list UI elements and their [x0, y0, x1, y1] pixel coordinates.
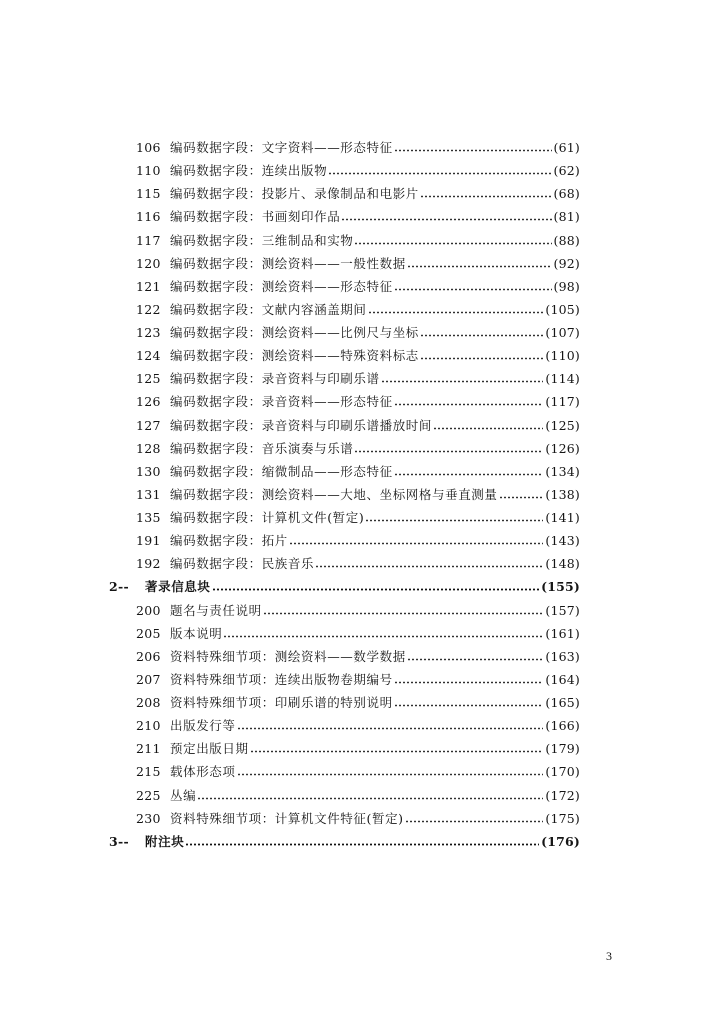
entry-page: (105) — [545, 301, 580, 317]
entry-page: (61) — [553, 140, 580, 155]
entry-code: 117 — [136, 232, 161, 248]
entry-code: 126 — [136, 394, 161, 410]
entry-title: 载体形态项 — [170, 764, 236, 780]
entry-page: (110) — [545, 348, 580, 364]
dot-leader — [420, 195, 552, 198]
toc-entry — [136, 483, 580, 506]
toc-entry — [136, 622, 580, 645]
entry-title: 编码数据字段：录音资料与印刷乐谱 — [170, 371, 380, 387]
entry-code: 127 — [136, 417, 161, 433]
entry-page: (134) — [545, 463, 580, 479]
toc-entry — [136, 784, 580, 807]
toc-entry — [136, 552, 580, 575]
entry-page: (98) — [553, 278, 580, 294]
entry-title: 编码数据字段：计算机文件(暂定) — [170, 510, 365, 525]
entry-page: (175) — [545, 810, 580, 826]
entry-code: 206 — [136, 648, 161, 664]
entry-title: 编码数据字段：测绘资料——形态特征 — [170, 278, 393, 294]
entry-page: (92) — [553, 255, 580, 271]
dot-leader — [394, 403, 544, 406]
entry-title: 资料特殊细节项：测绘资料——数学数据 — [170, 648, 406, 664]
entry-code: 207 — [136, 671, 161, 687]
entry-title: 编码数据字段：测绘资料——大地、坐标网格与垂直测量 — [170, 486, 498, 502]
entry-title: 资料特殊细节项：印刷乐谱的特别说明 — [170, 695, 393, 710]
entry-code: 123 — [136, 325, 161, 340]
entry-code: 205 — [136, 625, 161, 641]
dot-leader — [420, 357, 543, 360]
section-title: 附注块 — [145, 833, 185, 849]
dot-leader — [365, 519, 543, 522]
entry-title: 编码数据字段：书画刻印作品 — [170, 209, 341, 225]
toc-entry — [136, 414, 580, 437]
dot-leader — [407, 265, 552, 268]
entry-title: 编码数据字段：拓片 — [170, 533, 288, 549]
section-code: 2-- — [109, 579, 129, 595]
entry-code: 116 — [136, 209, 161, 225]
toc-entry — [136, 252, 580, 275]
toc-section-heading — [109, 575, 580, 598]
entry-page: (166) — [545, 718, 580, 734]
entry-code: 225 — [136, 787, 161, 803]
entry-code: 192 — [136, 556, 161, 572]
toc-entry — [136, 275, 580, 298]
toc-entry — [136, 760, 580, 783]
entry-code: 110 — [136, 163, 161, 179]
entry-title: 编码数据字段：文献内容涵盖期间 — [170, 301, 367, 317]
section-page: (155) — [541, 579, 580, 595]
toc-entry — [136, 437, 580, 460]
toc-section-heading — [109, 830, 580, 853]
entry-page: (126) — [545, 440, 580, 456]
entry-title: 资料特殊细节项：连续出版物卷期编号 — [170, 671, 393, 687]
entry-page: (163) — [545, 648, 580, 664]
entry-code: 106 — [136, 140, 161, 155]
dot-leader — [499, 496, 544, 499]
dot-leader — [394, 149, 552, 152]
dot-leader — [237, 773, 544, 776]
entry-page: (81) — [553, 209, 580, 225]
dot-leader — [315, 565, 543, 568]
dot-leader — [223, 635, 543, 638]
section-page: (176) — [541, 833, 580, 849]
entry-page: (62) — [553, 163, 580, 179]
entry-page: (117) — [545, 394, 580, 410]
entry-title: 题名与责任说明 — [170, 602, 262, 618]
dot-leader — [394, 288, 552, 291]
entry-page: (165) — [545, 695, 580, 710]
entry-page: (138) — [545, 486, 580, 502]
entry-code: 211 — [136, 741, 161, 757]
dot-leader — [263, 612, 544, 615]
toc-entry — [136, 159, 580, 182]
entry-page: (172) — [545, 787, 580, 803]
entry-code: 115 — [136, 186, 161, 202]
dot-leader — [407, 658, 544, 661]
dot-leader — [328, 172, 551, 175]
entry-title: 预定出版日期 — [170, 741, 249, 757]
entry-title: 编码数据字段：投影片、录像制品和电影片 — [170, 186, 419, 202]
entry-title: 编码数据字段：民族音乐 — [170, 556, 315, 572]
entry-page: (157) — [545, 602, 580, 618]
dot-leader — [420, 334, 543, 337]
entry-code: 124 — [136, 348, 161, 364]
dot-leader — [354, 450, 543, 453]
toc-entry — [136, 529, 580, 552]
entry-code: 120 — [136, 255, 161, 271]
entry-page: (68) — [553, 186, 580, 202]
toc-entry — [136, 367, 580, 390]
toc-entry — [136, 506, 580, 529]
entry-title: 编码数据字段：测绘资料——比例尺与坐标 — [170, 325, 419, 340]
entry-title: 编码数据字段：连续出版物 — [170, 163, 328, 179]
toc-entry — [136, 460, 580, 483]
toc-entry — [136, 599, 580, 622]
entry-code: 128 — [136, 440, 161, 456]
dot-leader — [433, 427, 543, 430]
entry-page: (164) — [545, 671, 580, 687]
entry-page: (88) — [553, 232, 580, 248]
entry-code: 230 — [136, 810, 161, 826]
dot-leader — [197, 797, 543, 800]
entry-page: (125) — [545, 417, 580, 433]
dot-leader — [212, 588, 540, 591]
toc-entry — [136, 182, 580, 205]
entry-page: (148) — [545, 556, 580, 572]
entry-page: (141) — [545, 510, 580, 525]
entry-code: 122 — [136, 301, 161, 317]
toc-entry — [136, 321, 580, 344]
entry-code: 208 — [136, 695, 161, 710]
toc-entry — [136, 298, 580, 321]
entry-page: (179) — [545, 741, 580, 757]
entry-code: 191 — [136, 533, 161, 549]
dot-leader — [185, 843, 539, 846]
dot-leader — [394, 681, 544, 684]
entry-title: 编码数据字段：录音资料——形态特征 — [170, 394, 393, 410]
section-title: 著录信息块 — [145, 579, 211, 595]
entry-title: 编码数据字段：音乐演奏与乐谱 — [170, 440, 354, 456]
entry-title: 丛编 — [170, 787, 197, 803]
entry-title: 编码数据字段：测绘资料——一般性数据 — [170, 255, 406, 271]
dot-leader — [289, 542, 543, 545]
toc-entry — [136, 668, 580, 691]
dot-leader — [237, 727, 544, 730]
toc-entry — [136, 136, 580, 159]
toc-entry — [136, 807, 580, 830]
entry-page: (107) — [545, 325, 580, 340]
dot-leader — [381, 380, 544, 383]
entry-title: 编码数据字段：缩微制品——形态特征 — [170, 463, 393, 479]
entry-code: 200 — [136, 602, 161, 618]
toc-entry — [136, 205, 580, 228]
toc-entry — [136, 390, 580, 413]
entry-page: (161) — [545, 625, 580, 641]
dot-leader — [394, 473, 544, 476]
entry-code: 215 — [136, 764, 161, 780]
toc-entry — [136, 344, 580, 367]
toc-entry — [136, 714, 580, 737]
table-of-contents — [0, 136, 724, 853]
entry-title: 编码数据字段：录音资料与印刷乐谱播放时间 — [170, 417, 433, 433]
toc-entry — [136, 645, 580, 668]
dot-leader — [405, 820, 544, 823]
dot-leader — [394, 704, 544, 707]
entry-title: 资料特殊细节项：计算机文件特征(暂定) — [170, 810, 404, 826]
entry-code: 135 — [136, 510, 161, 525]
entry-page: (143) — [545, 533, 580, 549]
entry-code: 121 — [136, 278, 161, 294]
page-number: 3 — [606, 949, 612, 963]
dot-leader — [354, 242, 551, 245]
entry-title: 版本说明 — [170, 625, 223, 641]
entry-title: 编码数据字段：测绘资料——特殊资料标志 — [170, 348, 419, 364]
section-code: 3-- — [109, 833, 129, 849]
entry-page: (170) — [545, 764, 580, 780]
entry-title: 编码数据字段：三维制品和实物 — [170, 232, 354, 248]
dot-leader — [368, 311, 544, 314]
entry-code: 210 — [136, 718, 161, 734]
entry-page: (114) — [545, 371, 580, 387]
dot-leader — [341, 218, 551, 221]
dot-leader — [250, 750, 544, 753]
entry-title: 出版发行等 — [170, 718, 236, 734]
entry-code: 125 — [136, 371, 161, 387]
toc-entry — [136, 229, 580, 252]
entry-code: 130 — [136, 463, 161, 479]
toc-entry — [136, 691, 580, 714]
entry-title: 编码数据字段：文字资料——形态特征 — [170, 140, 393, 155]
toc-entry — [136, 737, 580, 760]
entry-code: 131 — [136, 486, 161, 502]
